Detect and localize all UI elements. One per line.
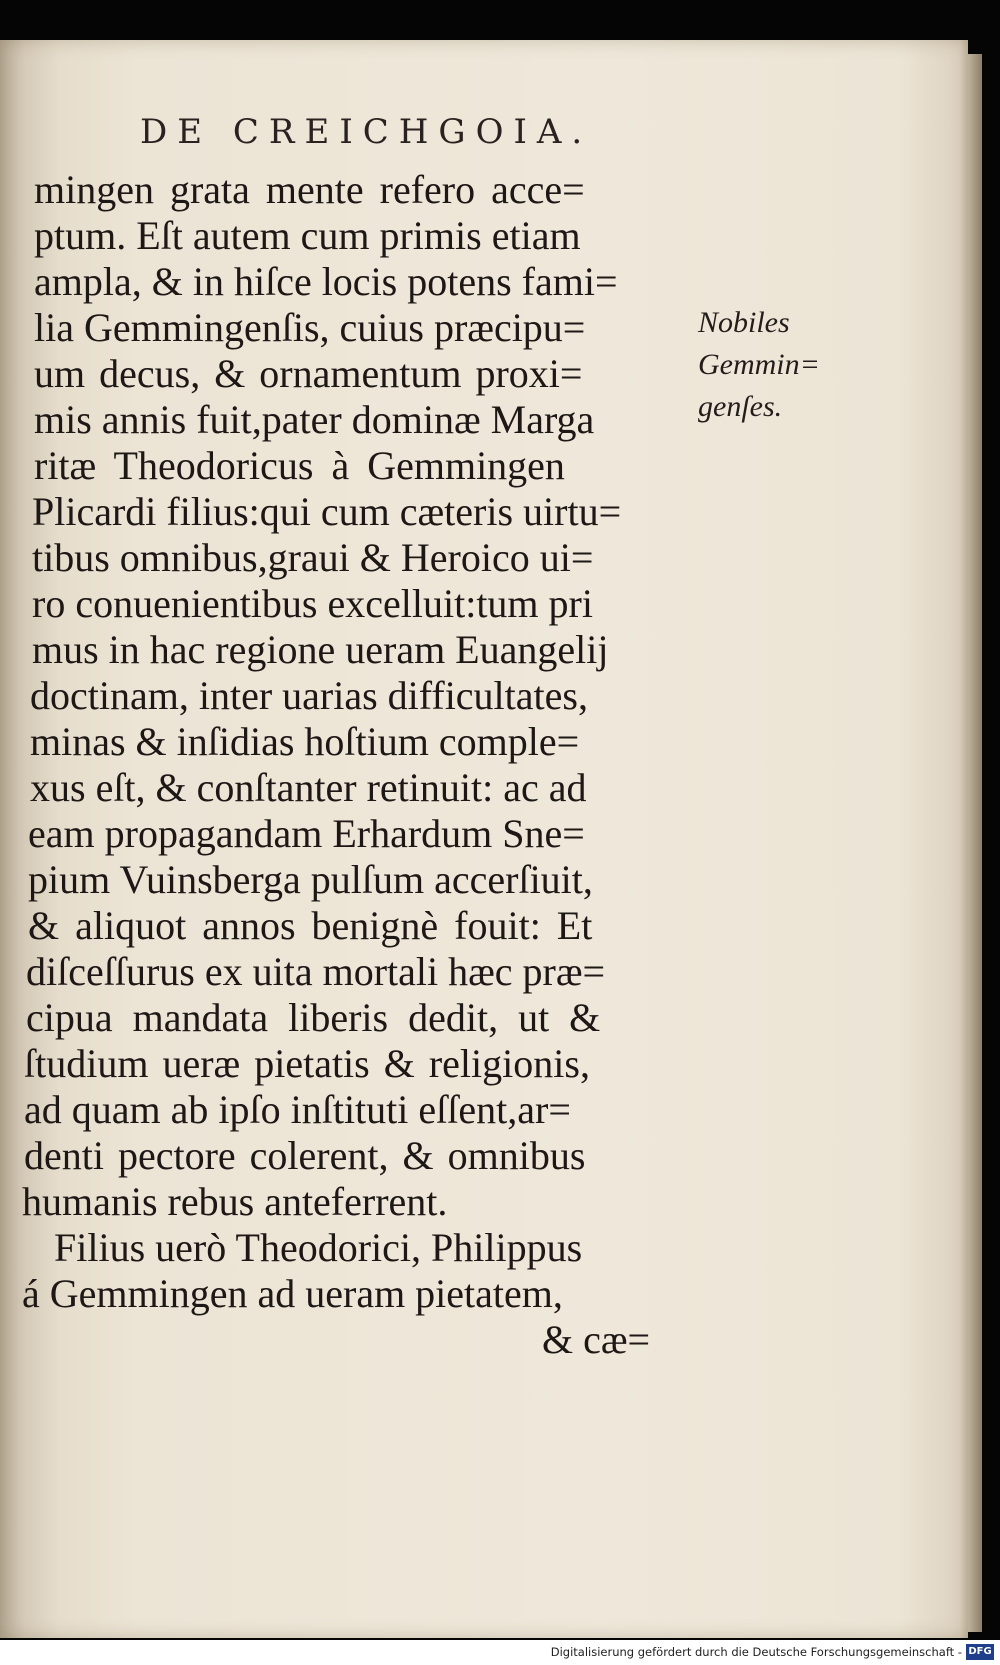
text-line: diſceſſurus ex uita mortali hæc præ= — [26, 949, 606, 994]
text-line: ro conuenientibus excelluit:tum pri — [32, 581, 593, 626]
dfg-logo-icon: DFG — [966, 1644, 994, 1660]
margin-note-line: genſes. — [698, 390, 783, 423]
catchword: & cæ= — [542, 1317, 651, 1362]
margin-note-line: Nobiles — [698, 306, 790, 339]
text-line: xus eſt, & conſtanter retinuit: ac ad — [30, 765, 587, 810]
footer-bar — [0, 1640, 1000, 1665]
margin-note-line: Gemmin= — [698, 348, 820, 381]
text-line: ampla, & in hiſce locis potens fami= — [34, 259, 618, 304]
text-line: um decus, & ornamentum proxi= — [34, 351, 583, 396]
text-line: cipua mandata liberis dedit, ut & — [26, 995, 601, 1040]
footer-credit: Digitalisierung gefördert durch die Deutsche Forschungsgemeinschaft - — [550, 1645, 962, 1659]
text-line: tibus omnibus,graui & Heroico ui= — [32, 535, 594, 580]
margin-note — [698, 302, 838, 428]
text-line: & aliquot annos benignè fouit: Et — [28, 903, 593, 948]
text-line: denti pectore colerent, & omnibus — [24, 1133, 586, 1178]
text-line: minas & inſidias hoſtium comple= — [30, 719, 580, 764]
text-line: Filius uerò Theodorici, Philippus — [54, 1225, 583, 1270]
running-head: DE CREICHGOIA. — [140, 112, 593, 152]
page-edge — [968, 54, 982, 1632]
text-line: ritæ Theodoricus à Gemmingen — [34, 443, 565, 488]
text-line: ſtudium ueræ pietatis & religionis, — [24, 1041, 590, 1086]
text-line: á Gemmingen ad ueram pietatem, — [22, 1271, 563, 1316]
text-line: eam propagandam Erhardum Sne= — [28, 811, 585, 856]
text-line: ad quam ab ipſo inſtituti eſſent,ar= — [24, 1087, 571, 1132]
text-line: doctinam, inter uarias difficultates, — [30, 673, 588, 718]
text-line: mis annis fuit,pater dominæ Marga — [34, 397, 595, 442]
text-line: humanis rebus anteferrent. — [22, 1179, 448, 1224]
text-line: ptum. Eſt autem cum primis etiam — [34, 213, 581, 258]
text-line: Plicardi filius:qui cum cæteris uirtu= — [32, 489, 622, 534]
text-line: mus in hac regione ueram Euangelij — [32, 627, 609, 672]
text-line: pium Vuinsberga pulſum accerſiuit, — [28, 857, 593, 902]
book-page — [0, 40, 968, 1638]
text-line: lia Gemmingenſis, cuius præcipu= — [34, 305, 586, 350]
text-line: mingen grata mente refero acce= — [34, 167, 585, 212]
